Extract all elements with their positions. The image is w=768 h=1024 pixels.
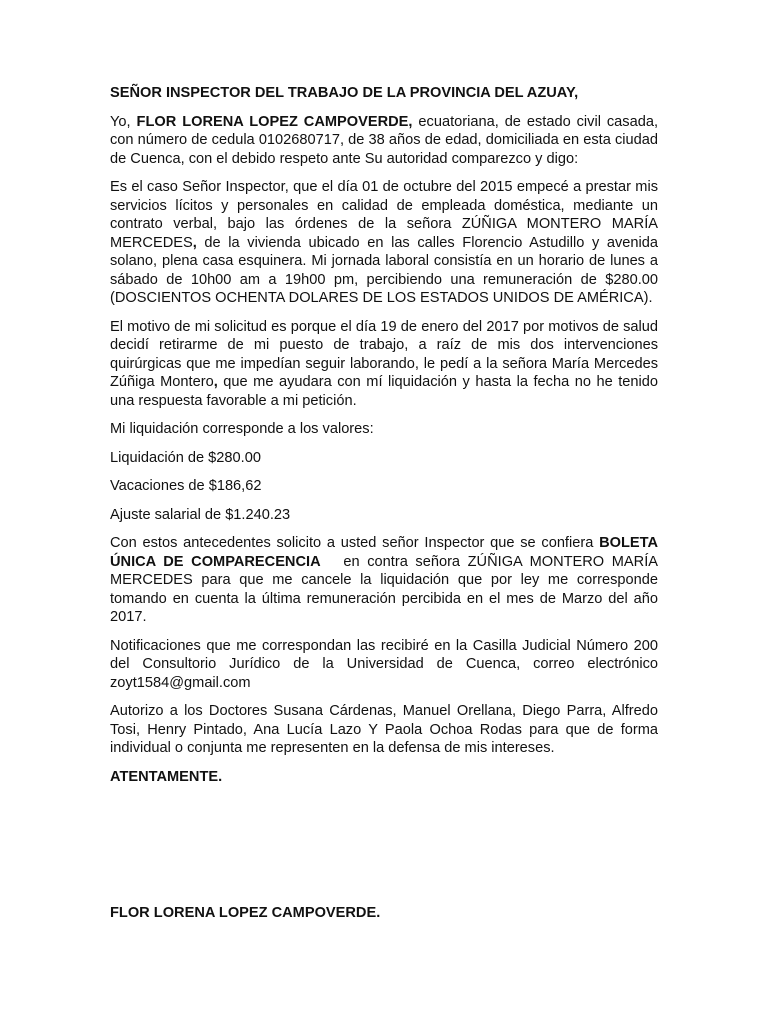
motive-bold-comma: , <box>213 374 218 390</box>
value-item-ajuste: Ajuste salarial de $1.240.23 <box>110 506 291 523</box>
intro-name: FLOR LORENA LOPEZ CAMPOVERDE, <box>136 113 413 130</box>
signature-name: FLOR LORENA LOPEZ CAMPOVERDE. <box>110 905 381 921</box>
value-item-liquidacion: Liquidación de $280.00 <box>110 449 261 466</box>
motive-part2: que me ayudara con mí liquidación y hasta la fecha no he tenido una respuesta favorable a mi petición. <box>110 374 658 409</box>
case-part1: Es el caso Señor Inspector, que el día 01 de octubre del 2015 empecé a prestar mis servicios lícitos y personales en calidad de empleada doméstica, mediante un contrato verbal, bajo las órdenes de la señora ZÚÑIGA MONTERO MARÍA MERCEDES <box>110 179 658 251</box>
case-part2: de la vivienda ubicado en las calles Florencio Astudillo y avenida solano, plena casa esquinera. Mi jornada laboral consistía en un horario de lunes a sábado de 10h00 am a 19h00 pm, percibiendo una remuneración de $280.00 (DOSCIENTOS OCHENTA DOLARES DE LOS ESTADOS UNIDOS DE AMÉRICA). <box>110 234 658 306</box>
request-paragraph <box>110 534 658 627</box>
intro-paragraph <box>110 113 658 169</box>
value-item-vacaciones: Vacaciones de $186,62 <box>110 478 262 494</box>
case-paragraph <box>110 178 658 308</box>
motive-part1: El motivo de mi solicitud es porque el día 19 de enero del 2017 por motivos de salud decidí retirarme de mi puesto de trabajo, a raíz de mis dos intervenciones quirúrgicas que me impedían seguir laborando, le pedí a la señora María Mercedes Zúñiga Montero <box>110 318 658 390</box>
request-part1: Con estos antecedentes solicito a usted señor Inspector que se confiera <box>110 535 594 551</box>
values-intro: Mi liquidación corresponde a los valores: <box>110 421 374 437</box>
authorization-paragraph: Autorizo a los Doctores Susana Cárdenas, Manuel Orellana, Diego Parra, Alfredo Tosi, Henry Pintado, Ana Lucía Lazo Y Paola Ochoa Rodas para que de forma individual o conjunta me representen en la defensa de mis intereses. <box>110 703 658 756</box>
letter-body <box>110 84 659 921</box>
motive-paragraph <box>110 318 658 411</box>
closing: ATENTAMENTE. <box>110 768 223 785</box>
request-part2: en contra señora ZÚÑIGA MONTERO MARÍA MERCEDES para que me cancele la liquidación que por ley me corresponde tomando en cuenta la última remuneración percibida en el mes de Marzo del año 2017. <box>110 553 658 625</box>
notifications-paragraph: Notificaciones que me correspondan las recibiré en la Casilla Judicial Número 200 del Consultorio Jurídico de la Universidad de Cuenca, correo electrónico zoyt1584@gmail.com <box>110 637 658 691</box>
intro-prefix: Yo, <box>110 113 131 130</box>
case-bold-comma: , <box>192 234 197 251</box>
request-bold: BOLETA ÚNICA DE COMPARECENCIA <box>110 535 658 570</box>
letter-heading: SEÑOR INSPECTOR DEL TRABAJO DE LA PROVINCIA DEL AZUAY, <box>110 85 579 101</box>
intro-rest: ecuatoriana, de estado civil casada, con número de cedula 0102680717, de 38 años de edad, domiciliada en esta ciudad de Cuenca, con el debido respeto ante Su autoridad comparezco y digo: <box>110 113 659 167</box>
